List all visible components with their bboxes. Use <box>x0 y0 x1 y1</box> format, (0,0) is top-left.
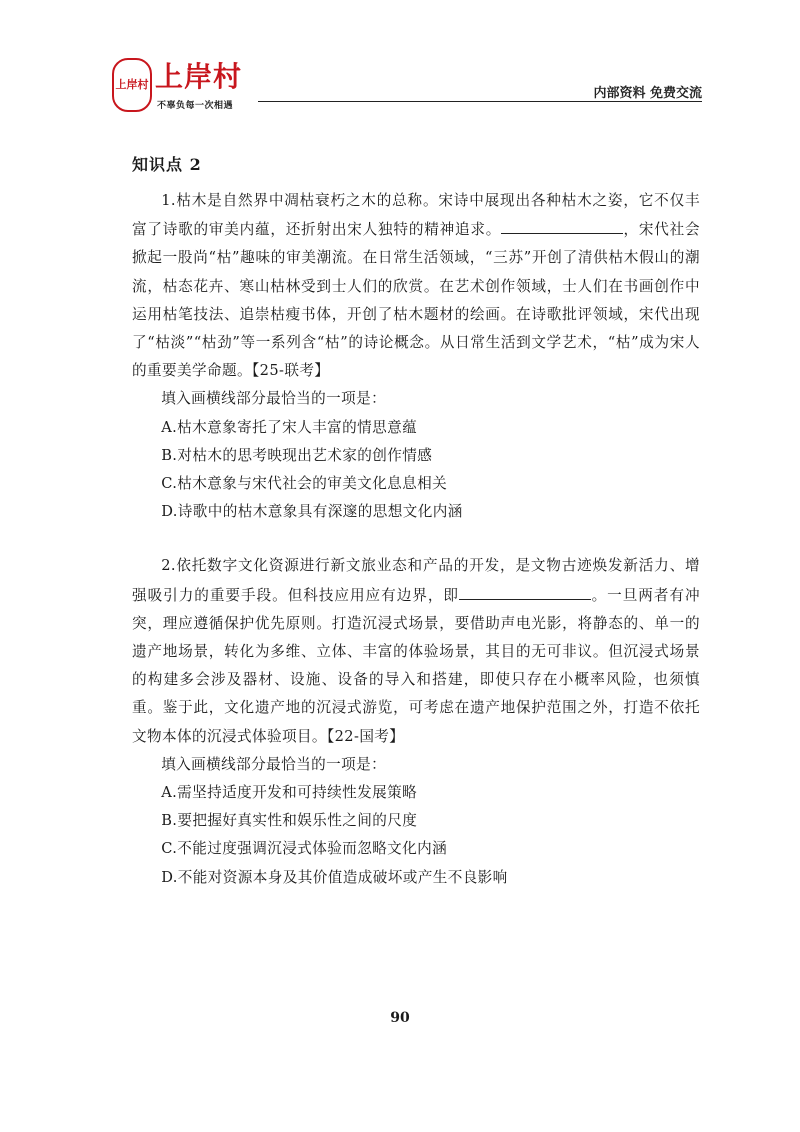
stem-before: 2.依托数字文化资源进行新文旅业态和产品的开发，是文物古迹焕发新活力、增强吸引力的重要手段。但科技应用应有边界，即 <box>132 557 700 604</box>
question-prompt: 填入画横线部分最恰当的一项是： <box>161 755 387 773</box>
question-1 <box>132 187 700 526</box>
stem-before: 1.枯木是自然界中凋枯衰朽之木的总称。宋诗中展现出各种枯木之姿，它不仅丰富了诗歌的审美内蕴，还折射出宋人独特的精神追求。 <box>132 192 700 239</box>
logo-slogan: 不辜负每一次相遇 <box>157 101 234 111</box>
question-prompt: 填入画横线部分最恰当的一项是： <box>161 390 387 408</box>
logo-seal-text: 上岸村 <box>115 78 149 91</box>
page-header <box>0 0 800 110</box>
option-d: D.不能对资源本身及其价值造成破坏或产生不良影响 <box>161 868 508 886</box>
answer-blank <box>501 215 623 234</box>
option-a: A.需坚持适度开发和可持续性发展策略 <box>161 784 418 802</box>
stem-after: 。一旦两者有冲突，理应遵循保护优先原则。打造沉浸式场景，要借助声电光影，将静态的、单一的遗产地场景，转化为多维、立体、丰富的体验场景，其目的无可非议。但沉浸式场景的构建多会涉及器材、设施、设备的导入和搭建，即使只存在小概率风险，也须慎重。鉴于此，文化遗产地的沉浸式游览，可考虑在遗产地保护范围之外，打造不依托文物本体的沉浸式体验项目。【22-国考】 <box>132 586 700 745</box>
header-divider <box>258 101 702 102</box>
option-b: B.对枯木的思考映现出艺术家的创作情感 <box>161 446 433 464</box>
question-stem <box>132 187 700 385</box>
option-d: D.诗歌中的枯木意象具有深邃的思想文化内涵 <box>161 503 463 521</box>
stem-after: ，宋代社会掀起一股尚“枯”趣味的审美潮流。在日常生活领域，“三苏”开创了清供枯木假山的潮流，枯态花卉、寒山枯林受到士人们的欣赏。在艺术创作领域，士人们在书画创作中运用枯笔技法、追崇枯瘦书体，开创了枯木题材的绘画。在诗歌批评领域，宋代出现了“枯淡”“枯劲”等一系列含“枯”的诗论概念。从日常生活到文学艺术，“枯”成为宋人的重要美学命题。【25-联考】 <box>132 221 700 380</box>
option-c: C.不能过度强调沉浸式体验而忽略文化内涵 <box>161 840 448 858</box>
page-number: 90 <box>390 1010 410 1026</box>
header-right-text: 内部资料 免费交流 <box>593 86 702 101</box>
logo-title: 上岸村 <box>155 60 243 93</box>
section-title: 知识点 2 <box>132 155 202 174</box>
option-b: B.要把握好真实性和娱乐性之间的尺度 <box>161 812 418 830</box>
question-2 <box>132 552 700 891</box>
page-content <box>132 148 700 918</box>
option-c: C.枯木意象与宋代社会的审美文化息息相关 <box>161 475 448 493</box>
answer-blank <box>459 581 591 600</box>
logo-seal <box>112 58 152 112</box>
option-a: A.枯木意象寄托了宋人丰富的情思意蕴 <box>161 418 418 436</box>
question-stem <box>132 552 700 750</box>
